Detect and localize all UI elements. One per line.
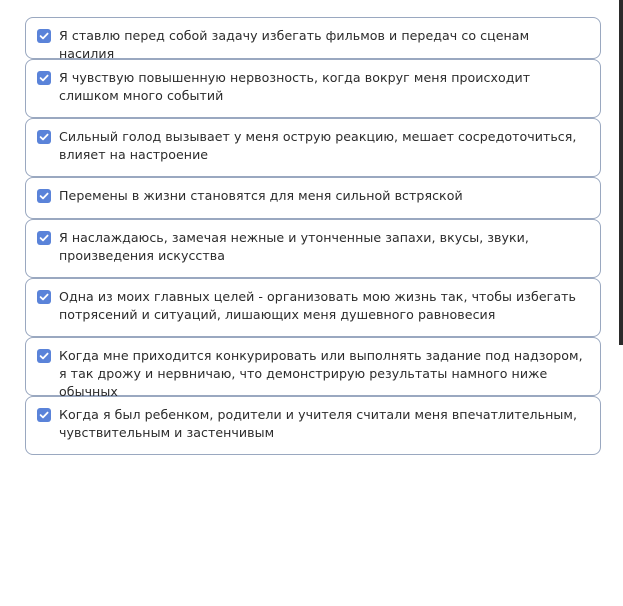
item-text: Сильный голод вызывает у меня острую реакцию, мешает сосредоточиться, влияет на настроение <box>59 129 577 162</box>
item-text: Когда мне приходится конкурировать или выполнять задание под надзором, я так дрожу и нервничаю, что демонстрирую результаты намного ниже обычных <box>59 348 583 399</box>
checkbox-list <box>25 17 601 455</box>
list-item[interactable] <box>25 337 601 399</box>
list-item[interactable] <box>25 219 601 278</box>
item-text: Одна из моих главных целей - организовать мою жизнь так, чтобы избегать потрясений и ситуаций, лишающих меня душевного равновесия <box>59 289 576 322</box>
list-item[interactable] <box>25 177 601 219</box>
list-item[interactable] <box>25 278 601 337</box>
checkbox-checked-icon[interactable] <box>37 130 51 144</box>
item-text: Когда я был ребенком, родители и учителя считали меня впечатлительным, чувствительным и застенчивым <box>59 407 578 440</box>
checkbox-checked-icon[interactable] <box>37 408 51 422</box>
item-text: Я чувствую повышенную нервозность, когда вокруг меня происходит слишком много событий <box>59 70 531 103</box>
list-item[interactable] <box>25 396 601 455</box>
checkbox-checked-icon[interactable] <box>37 71 51 85</box>
scrollbar-edge <box>619 0 623 345</box>
list-item[interactable] <box>25 118 601 177</box>
checkbox-checked-icon[interactable] <box>37 189 51 203</box>
checkbox-checked-icon[interactable] <box>37 29 51 43</box>
checkbox-checked-icon[interactable] <box>37 349 51 363</box>
checkbox-checked-icon[interactable] <box>37 290 51 304</box>
list-item[interactable] <box>25 17 601 59</box>
item-text: Я наслаждаюсь, замечая нежные и утонченные запахи, вкусы, звуки, произведения искусства <box>59 230 529 263</box>
item-text: Я ставлю перед собой задачу избегать фильмов и передач со сценам насилия <box>59 28 530 61</box>
item-text: Перемены в жизни становятся для меня сильной встряской <box>59 188 463 203</box>
list-item[interactable] <box>25 59 601 118</box>
checkbox-checked-icon[interactable] <box>37 231 51 245</box>
